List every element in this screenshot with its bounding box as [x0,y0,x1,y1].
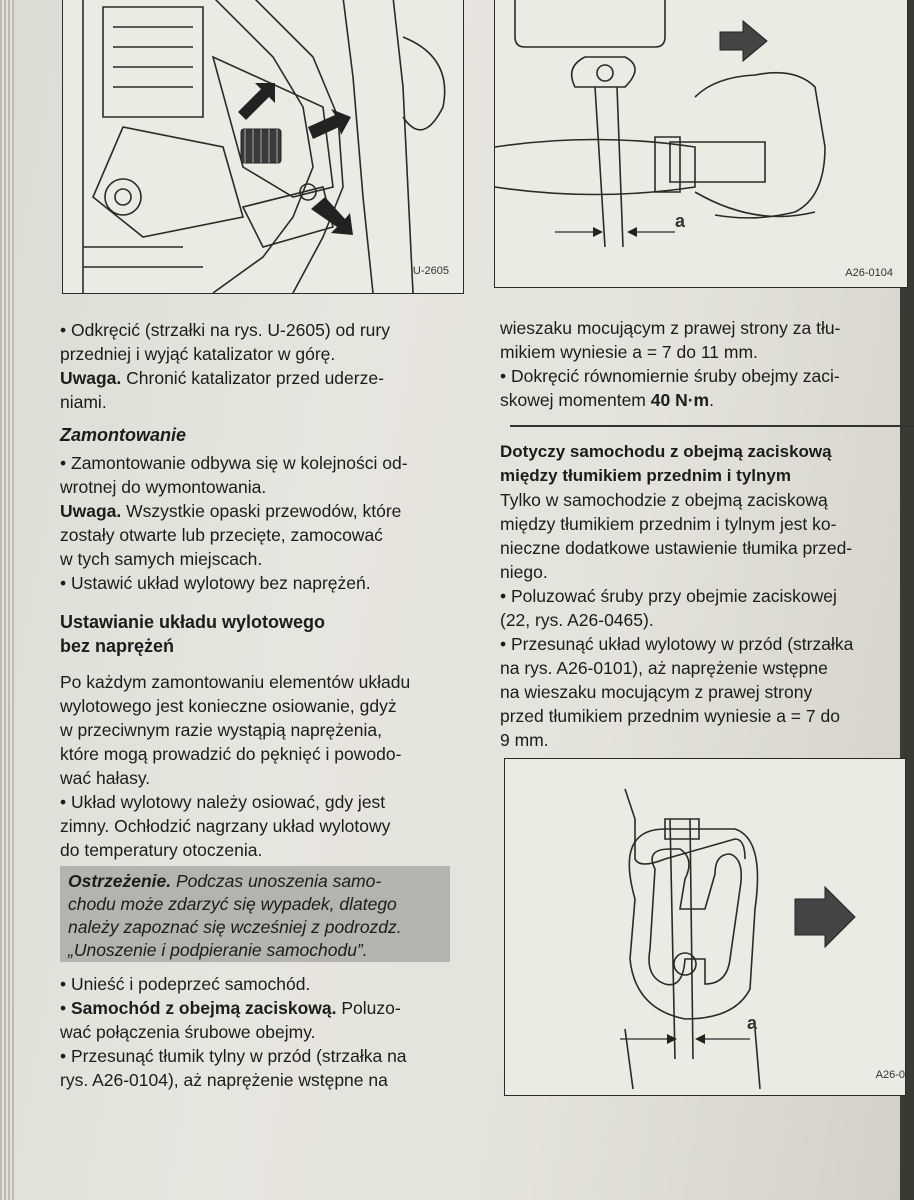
section-divider [510,425,914,427]
figure-u2605 [62,0,464,294]
manual-page [14,0,905,1200]
hanger-illustration [495,0,907,287]
dimension-label: a [675,211,686,231]
left-para-4: • Unieść i podeprzeć samochód. • Samochód z obejmą zaciskową. Poluzo- wać połączenia śrubowe obejmy. • Przesunąć tłumik tylny w przód (strzałka na rys. A26-0104), aż naprężenie wstępne na [60,972,470,1092]
figure-a26-0104 [494,0,908,288]
figure-code: U-2605 [412,265,449,277]
figure-a26-bottom [504,758,906,1096]
clamp-illustration [505,759,905,1095]
right-para-2: Tylko w samochodzie z obejmą zaciskową między tłumikiem przednim i tylnym jest ko- nieczne dodatkowe ustawienie tłumika przed- niego. • Poluzować śruby przy obejmie zaciskowej (22, rys. A26-0465). • Przesunąć układ wylotowy w przód (strzałka na rys. A26-0101), aż naprężenie wstępne na wieszaku mocującym z prawej strony przed tłumikiem przednim wyniesie a = 7 do 9 mm. [500,488,900,752]
catalytic-converter-illustration [63,0,463,293]
left-para-3: Po każdym zamontowaniu elementów układu wylotowego jest konieczne osiowanie, gdyż w przeciwnym razie wystąpią naprężenia, które mogą prowadzić do pęknięć i powodo- wać hałasy. • Układ wylotowy należy osiować, gdy jest zimny. Ochłodzić nagrzany układ wylotowy do temperatury otoczenia. [60,670,460,862]
left-para-1: • Odkręcić (strzałki na rys. U-2605) od rury przedniej i wyjąć katalizator w górę. Uwaga. Chronić katalizator przed uderze- niami. [60,318,460,414]
right-para-1: wieszaku mocującym z prawej strony za tłu- mikiem wyniesie a = 7 do 11 mm. • Dokręcić równomiernie śruby obejmy zaci- skowej momentem 40 N·m. [500,316,900,412]
warning-box: Ostrzeżenie. Podczas unoszenia samo- chodu może zdarzyć się wypadek, dlatego należy zapoznać się wcześniej z podrozdz. „Unoszenie i podpieranie samochodu”. [60,866,450,962]
figure-code: A26-0104 [845,267,893,279]
section-title-zamontowanie: Zamontowanie [60,425,187,445]
section-heading-obejma: Dotyczy samochodu z obejmą zaciskową między tłumikiem przednim i tylnym [500,442,832,485]
page-edge [0,0,14,1200]
figure-code: A26-0 [875,1069,905,1081]
dimension-label: a [747,1013,758,1033]
section-heading-ustawianie: Ustawianie układu wylotowego bez naprężeń [60,612,326,656]
left-para-2: • Zamontowanie odbywa się w kolejności od- wrotnej do wymontowania. Uwaga. Wszystkie opaski przewodów, które zostały otwarte lub przecięte, zamocować w tych samych miejscach. • Ustawić układ wylotowy bez naprężeń. [60,451,460,595]
